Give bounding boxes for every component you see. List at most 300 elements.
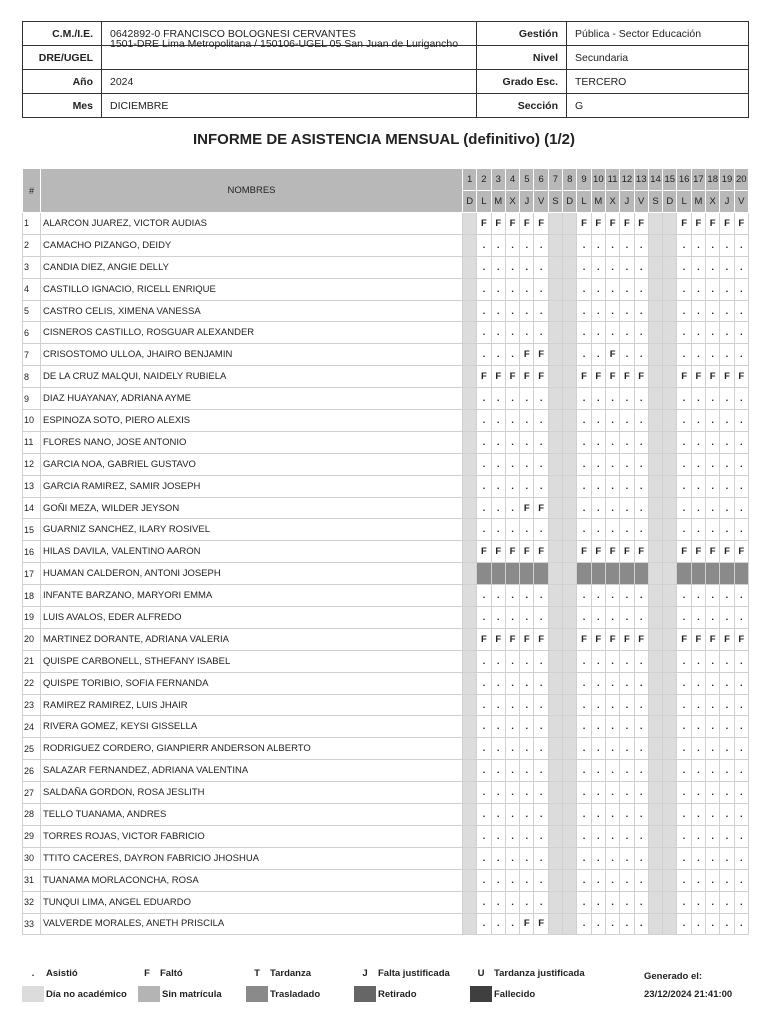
- attendance-cell: .: [605, 278, 619, 300]
- attendance-cell: .: [620, 300, 634, 322]
- non-academic-cell: [663, 234, 677, 256]
- attendance-cell: .: [505, 475, 519, 497]
- transferred-cell: [734, 563, 748, 585]
- attendance-cell: .: [534, 607, 548, 629]
- student-name: MARTINEZ DORANTE, ADRIANA VALERIA: [41, 628, 463, 650]
- day-number-header: 20: [734, 169, 748, 191]
- attendance-cell: .: [634, 431, 648, 453]
- attendance-cell: .: [605, 497, 619, 519]
- day-number-header: 10: [591, 169, 605, 191]
- non-academic-cell: [463, 278, 477, 300]
- attendance-cell: .: [491, 475, 505, 497]
- mes-value: DICIEMBRE: [102, 94, 477, 118]
- legend-asistio: [22, 968, 78, 979]
- non-academic-cell: [648, 541, 662, 563]
- day-number-header: 5: [520, 169, 534, 191]
- attendance-cell: .: [477, 431, 491, 453]
- attendance-cell: .: [677, 760, 691, 782]
- attendance-cell: .: [534, 410, 548, 432]
- attendance-cell: .: [706, 519, 720, 541]
- sin-matricula-text: Sin matrícula: [162, 988, 222, 1000]
- attendance-cell: .: [734, 650, 748, 672]
- row-number: 2: [23, 234, 41, 256]
- attendance-cell: .: [520, 475, 534, 497]
- attendance-cell: .: [577, 431, 591, 453]
- attendance-cell: F: [620, 541, 634, 563]
- attendance-cell: F: [734, 213, 748, 235]
- attendance-cell: .: [591, 453, 605, 475]
- attendance-cell: F: [577, 213, 591, 235]
- attendance-cell: .: [477, 410, 491, 432]
- attendance-cell: .: [720, 234, 734, 256]
- non-academic-cell: [563, 891, 577, 913]
- attendance-cell: .: [477, 278, 491, 300]
- row-number: 5: [23, 300, 41, 322]
- weekday-header: X: [706, 191, 720, 213]
- non-academic-cell: [563, 782, 577, 804]
- day-number-header: 3: [491, 169, 505, 191]
- non-academic-cell: [663, 213, 677, 235]
- non-academic-cell: [663, 475, 677, 497]
- attendance-cell: .: [505, 913, 519, 935]
- attendance-cell: .: [691, 278, 705, 300]
- attendance-cell: F: [520, 913, 534, 935]
- attendance-cell: .: [577, 344, 591, 366]
- row-number: 11: [23, 431, 41, 453]
- student-name: INFANTE BARZANO, MARYORI EMMA: [41, 585, 463, 607]
- non-academic-cell: [563, 738, 577, 760]
- attendance-cell: .: [691, 694, 705, 716]
- attendance-cell: .: [706, 497, 720, 519]
- attendance-cell: .: [520, 650, 534, 672]
- attendance-cell: .: [477, 497, 491, 519]
- transferred-cell: [720, 563, 734, 585]
- legend-dia-no-academico: [22, 986, 127, 1002]
- non-academic-cell: [463, 716, 477, 738]
- attendance-cell: .: [734, 278, 748, 300]
- attendance-cell: .: [720, 475, 734, 497]
- attendance-cell: .: [706, 475, 720, 497]
- attendance-cell: .: [491, 519, 505, 541]
- day-number-header: 6: [534, 169, 548, 191]
- attendance-cell: .: [534, 300, 548, 322]
- attendance-cell: .: [605, 694, 619, 716]
- non-academic-cell: [663, 672, 677, 694]
- attendance-cell: .: [734, 694, 748, 716]
- attendance-cell: F: [677, 366, 691, 388]
- student-name: CANDIA DIEZ, ANGIE DELLY: [41, 256, 463, 278]
- attendance-cell: .: [706, 344, 720, 366]
- non-academic-cell: [563, 804, 577, 826]
- weekday-header: J: [520, 191, 534, 213]
- table-row: [23, 628, 749, 650]
- non-academic-cell: [548, 213, 562, 235]
- attendance-cell: F: [534, 366, 548, 388]
- dia-no-academico-text: Día no académico: [46, 988, 127, 1000]
- attendance-cell: .: [634, 847, 648, 869]
- non-academic-cell: [648, 366, 662, 388]
- non-academic-cell: [563, 672, 577, 694]
- attendance-cell: .: [591, 825, 605, 847]
- attendance-cell: .: [677, 913, 691, 935]
- attendance-cell: .: [634, 869, 648, 891]
- transferred-cell: [634, 563, 648, 585]
- non-academic-cell: [648, 672, 662, 694]
- attendance-cell: .: [720, 825, 734, 847]
- attendance-cell: .: [534, 475, 548, 497]
- attendance-cell: .: [734, 497, 748, 519]
- non-academic-cell: [663, 782, 677, 804]
- row-number: 7: [23, 344, 41, 366]
- attendance-cell: .: [477, 672, 491, 694]
- weekday-header: L: [477, 191, 491, 213]
- gestion-value: Pública - Sector Educación: [567, 22, 749, 46]
- non-academic-cell: [563, 607, 577, 629]
- attendance-cell: .: [620, 344, 634, 366]
- non-academic-cell: [563, 234, 577, 256]
- attendance-cell: .: [491, 256, 505, 278]
- non-academic-cell: [663, 256, 677, 278]
- attendance-cell: .: [477, 234, 491, 256]
- attendance-cell: .: [477, 650, 491, 672]
- non-academic-cell: [463, 300, 477, 322]
- attendance-cell: .: [720, 672, 734, 694]
- tardanza-text: Tardanza: [270, 968, 312, 979]
- legend-falto: [136, 968, 183, 979]
- attendance-cell: .: [677, 825, 691, 847]
- non-academic-cell: [548, 585, 562, 607]
- attendance-cell: .: [691, 256, 705, 278]
- dre-value-cell: [102, 38, 477, 70]
- non-academic-cell: [648, 869, 662, 891]
- attendance-cell: .: [591, 256, 605, 278]
- non-academic-cell: [563, 541, 577, 563]
- attendance-cell: .: [720, 782, 734, 804]
- attendance-cell: .: [577, 607, 591, 629]
- attendance-cell: .: [534, 760, 548, 782]
- non-academic-cell: [463, 410, 477, 432]
- non-academic-cell: [563, 913, 577, 935]
- non-academic-cell: [648, 716, 662, 738]
- weekday-header: J: [720, 191, 734, 213]
- table-row: [23, 366, 749, 388]
- non-academic-cell: [463, 344, 477, 366]
- table-row: [23, 256, 749, 278]
- non-academic-cell: [663, 716, 677, 738]
- attendance-cell: .: [720, 738, 734, 760]
- non-academic-cell: [648, 847, 662, 869]
- attendance-cell: .: [534, 716, 548, 738]
- attendance-cell: .: [677, 869, 691, 891]
- attendance-cell: .: [591, 300, 605, 322]
- attendance-cell: .: [691, 388, 705, 410]
- attendance-cell: .: [477, 256, 491, 278]
- attendance-cell: .: [634, 738, 648, 760]
- falto-text: Faltó: [160, 968, 183, 979]
- transferred-cell: [677, 563, 691, 585]
- attendance-cell: .: [591, 782, 605, 804]
- row-number: 22: [23, 672, 41, 694]
- student-name: FLORES NANO, JOSE ANTONIO: [41, 431, 463, 453]
- attendance-cell: .: [706, 694, 720, 716]
- row-number: 1: [23, 213, 41, 235]
- attendance-cell: .: [505, 760, 519, 782]
- attendance-cell: .: [534, 738, 548, 760]
- attendance-cell: .: [706, 650, 720, 672]
- attendance-cell: .: [634, 585, 648, 607]
- weekday-header: S: [548, 191, 562, 213]
- attendance-cell: .: [477, 760, 491, 782]
- row-number: 19: [23, 607, 41, 629]
- attendance-cell: .: [491, 672, 505, 694]
- attendance-cell: .: [706, 410, 720, 432]
- attendance-cell: .: [734, 300, 748, 322]
- non-academic-cell: [663, 563, 677, 585]
- non-academic-cell: [563, 213, 577, 235]
- non-academic-cell: [548, 738, 562, 760]
- day-number-header: 4: [505, 169, 519, 191]
- attendance-cell: .: [734, 738, 748, 760]
- day-number-header: 13: [634, 169, 648, 191]
- attendance-cell: .: [534, 847, 548, 869]
- student-name: CASTRO CELIS, XIMENA VANESSA: [41, 300, 463, 322]
- attendance-cell: .: [734, 825, 748, 847]
- fj-symbol: J: [362, 968, 368, 979]
- non-academic-cell: [463, 804, 477, 826]
- attendance-cell: .: [591, 322, 605, 344]
- attendance-cell: .: [534, 431, 548, 453]
- attendance-cell: F: [706, 628, 720, 650]
- names-header: NOMBRES: [41, 169, 463, 213]
- attendance-cell: F: [520, 628, 534, 650]
- non-academic-cell: [648, 825, 662, 847]
- attendance-cell: .: [720, 410, 734, 432]
- non-academic-cell: [663, 431, 677, 453]
- attendance-cell: .: [734, 519, 748, 541]
- attendance-cell: .: [734, 760, 748, 782]
- non-academic-cell: [563, 453, 577, 475]
- attendance-cell: .: [677, 694, 691, 716]
- attendance-cell: .: [577, 804, 591, 826]
- attendance-cell: .: [720, 585, 734, 607]
- attendance-cell: .: [677, 672, 691, 694]
- attendance-cell: .: [491, 760, 505, 782]
- attendance-cell: .: [505, 519, 519, 541]
- student-name: TUNQUI LIMA, ANGEL EDUARDO: [41, 891, 463, 913]
- attendance-cell: .: [591, 585, 605, 607]
- attendance-cell: .: [634, 322, 648, 344]
- attendance-cell: .: [605, 431, 619, 453]
- attendance-cell: .: [505, 782, 519, 804]
- day-number-header: 17: [691, 169, 705, 191]
- non-academic-cell: [548, 388, 562, 410]
- day-number-header: 12: [620, 169, 634, 191]
- attendance-cell: .: [477, 804, 491, 826]
- non-academic-cell: [563, 300, 577, 322]
- attendance-cell: .: [734, 322, 748, 344]
- attendance-cell: .: [577, 760, 591, 782]
- non-academic-cell: [648, 388, 662, 410]
- weekday-header: M: [491, 191, 505, 213]
- student-name: CAMACHO PIZANGO, DEIDY: [41, 234, 463, 256]
- attendance-cell: .: [691, 760, 705, 782]
- seccion-value: G: [567, 94, 749, 118]
- attendance-cell: .: [477, 322, 491, 344]
- non-academic-cell: [563, 694, 577, 716]
- non-academic-cell: [548, 628, 562, 650]
- attendance-cell: .: [491, 410, 505, 432]
- attendance-cell: .: [505, 234, 519, 256]
- non-academic-cell: [663, 278, 677, 300]
- non-academic-cell: [563, 650, 577, 672]
- non-academic-cell: [463, 541, 477, 563]
- attendance-cell: .: [534, 388, 548, 410]
- table-row: [23, 541, 749, 563]
- attendance-cell: F: [505, 628, 519, 650]
- non-academic-cell: [463, 431, 477, 453]
- non-academic-cell: [563, 256, 577, 278]
- attendance-cell: .: [491, 453, 505, 475]
- student-name: RAMIREZ RAMIREZ, LUIS JHAIR: [41, 694, 463, 716]
- legend-retirado: [354, 986, 417, 1002]
- row-number: 32: [23, 891, 41, 913]
- attendance-cell: .: [677, 475, 691, 497]
- attendance-cell: F: [505, 213, 519, 235]
- attendance-cell: .: [605, 453, 619, 475]
- attendance-cell: .: [734, 256, 748, 278]
- attendance-cell: .: [720, 300, 734, 322]
- attendance-cell: .: [734, 410, 748, 432]
- non-academic-cell: [548, 716, 562, 738]
- attendance-cell: .: [505, 431, 519, 453]
- attendance-cell: .: [691, 804, 705, 826]
- attendance-cell: .: [605, 760, 619, 782]
- attendance-cell: .: [677, 497, 691, 519]
- attendance-cell: .: [720, 869, 734, 891]
- row-number: 28: [23, 804, 41, 826]
- day-number-header: 16: [677, 169, 691, 191]
- non-academic-cell: [463, 847, 477, 869]
- attendance-cell: .: [534, 869, 548, 891]
- student-name: GUARNIZ SANCHEZ, ILARY ROSIVEL: [41, 519, 463, 541]
- attendance-cell: .: [491, 278, 505, 300]
- fallecido-swatch: [470, 986, 492, 1002]
- non-academic-cell: [648, 256, 662, 278]
- non-academic-cell: [648, 585, 662, 607]
- legend: [22, 968, 748, 1008]
- attendance-cell: .: [734, 453, 748, 475]
- attendance-cell: .: [534, 825, 548, 847]
- attendance-cell: F: [605, 213, 619, 235]
- legend-trasladado: [246, 986, 320, 1002]
- student-name: GOÑI MEZA, WILDER JEYSON: [41, 497, 463, 519]
- attendance-cell: .: [605, 672, 619, 694]
- attendance-cell: .: [591, 650, 605, 672]
- non-academic-cell: [663, 322, 677, 344]
- attendance-cell: .: [591, 607, 605, 629]
- non-academic-cell: [663, 453, 677, 475]
- attendance-cell: .: [505, 869, 519, 891]
- attendance-cell: .: [620, 497, 634, 519]
- attendance-cell: .: [605, 388, 619, 410]
- attendance-cell: .: [491, 847, 505, 869]
- table-row: [23, 300, 749, 322]
- attendance-cell: .: [634, 234, 648, 256]
- tj-text: Tardanza justificada: [494, 968, 585, 979]
- day-number-header: 11: [605, 169, 619, 191]
- asistio-text: Asistió: [46, 968, 78, 979]
- attendance-cell: F: [677, 541, 691, 563]
- attendance-cell: F: [634, 541, 648, 563]
- attendance-cell: F: [534, 628, 548, 650]
- attendance-cell: .: [620, 388, 634, 410]
- attendance-cell: .: [634, 607, 648, 629]
- day-number-header: 15: [663, 169, 677, 191]
- attendance-cell: .: [605, 804, 619, 826]
- attendance-cell: F: [477, 213, 491, 235]
- non-academic-cell: [663, 760, 677, 782]
- attendance-cell: .: [577, 497, 591, 519]
- row-number: 14: [23, 497, 41, 519]
- non-academic-cell: [563, 366, 577, 388]
- attendance-cell: .: [477, 344, 491, 366]
- attendance-cell: F: [734, 366, 748, 388]
- weekday-header: L: [577, 191, 591, 213]
- attendance-cell: .: [477, 716, 491, 738]
- row-number: 15: [23, 519, 41, 541]
- attendance-cell: .: [620, 650, 634, 672]
- attendance-cell: .: [505, 607, 519, 629]
- attendance-cell: .: [477, 825, 491, 847]
- attendance-cell: F: [706, 213, 720, 235]
- attendance-cell: .: [706, 607, 720, 629]
- non-academic-cell: [548, 541, 562, 563]
- student-name: QUISPE CARBONELL, STHEFANY ISABEL: [41, 650, 463, 672]
- non-academic-cell: [648, 782, 662, 804]
- attendance-cell: .: [491, 234, 505, 256]
- attendance-cell: .: [634, 278, 648, 300]
- attendance-cell: .: [534, 519, 548, 541]
- attendance-cell: .: [605, 825, 619, 847]
- table-row: [23, 278, 749, 300]
- attendance-table: [22, 168, 749, 935]
- attendance-cell: .: [505, 672, 519, 694]
- non-academic-cell: [548, 453, 562, 475]
- attendance-cell: .: [677, 738, 691, 760]
- trasladado-swatch: [246, 986, 268, 1002]
- attendance-cell: .: [691, 300, 705, 322]
- non-academic-cell: [548, 607, 562, 629]
- weekday-header: M: [591, 191, 605, 213]
- transferred-cell: [477, 563, 491, 585]
- attendance-cell: .: [620, 716, 634, 738]
- table-row: [23, 869, 749, 891]
- attendance-cell: .: [534, 694, 548, 716]
- attendance-cell: .: [720, 891, 734, 913]
- attendance-cell: F: [720, 541, 734, 563]
- gestion-label: Gestión: [477, 22, 567, 46]
- attendance-cell: .: [520, 519, 534, 541]
- non-academic-cell: [563, 760, 577, 782]
- student-name: ESPINOZA SOTO, PIERO ALEXIS: [41, 410, 463, 432]
- attendance-cell: .: [477, 869, 491, 891]
- attendance-cell: .: [706, 300, 720, 322]
- attendance-cell: .: [706, 847, 720, 869]
- attendance-cell: .: [634, 650, 648, 672]
- student-name: TUANAMA MORLACONCHA, ROSA: [41, 869, 463, 891]
- attendance-cell: .: [720, 256, 734, 278]
- attendance-cell: .: [505, 716, 519, 738]
